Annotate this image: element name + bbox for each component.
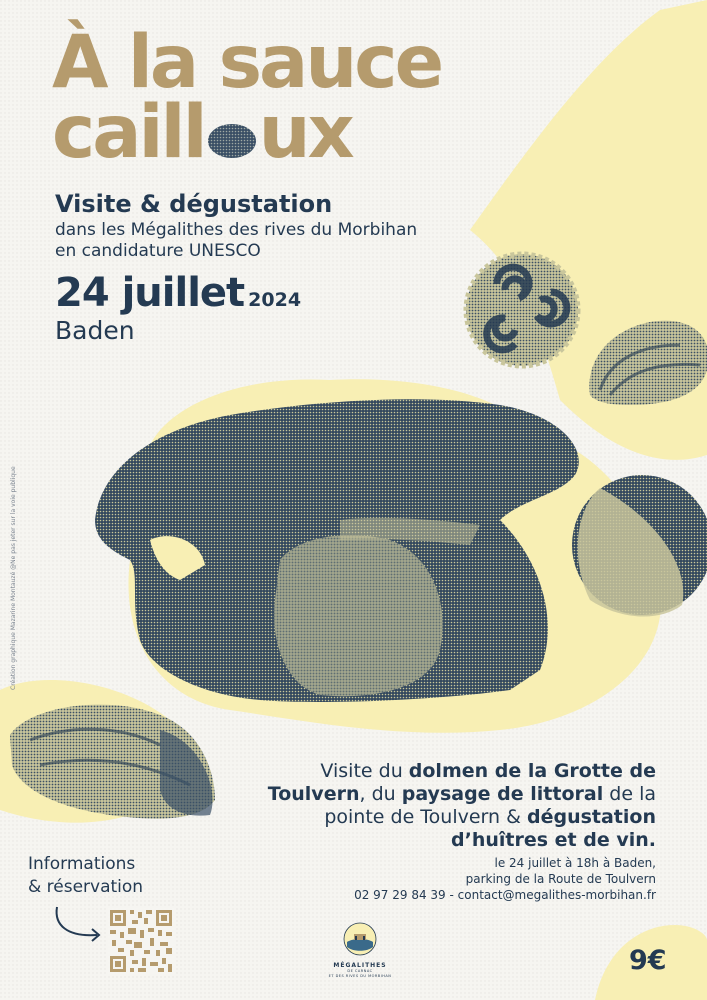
event-details <box>256 855 656 903</box>
desc-bold-2: paysage de littoral <box>401 783 604 805</box>
desc-text-2: , du <box>359 783 402 805</box>
details-line-3[interactable]: 02 97 29 84 39 - contact@megalithes-morbihan.fr <box>354 888 656 902</box>
logo-sub-1: DE CARNAC <box>347 969 373 973</box>
title-line-2 <box>52 90 522 175</box>
subtitle-bold: Visite & dégustation <box>55 190 333 218</box>
desc-text-1: Visite du <box>320 760 409 782</box>
title-line-2-end: ux <box>258 90 352 175</box>
triskel-stone-icon <box>466 254 578 366</box>
desc-text-3: de la pointe de Toulvern & <box>324 783 656 828</box>
title-line-1: À la sauce <box>52 20 442 105</box>
arrow-icon <box>52 905 112 945</box>
round-stone-icon <box>572 475 707 616</box>
logo-name: MÉGALITHES <box>333 962 387 969</box>
event-description <box>256 760 656 852</box>
info-reservation <box>28 853 143 899</box>
details-line-1: le 24 juillet à 18h à Baden, <box>494 856 656 870</box>
price-badge: 9€ <box>629 945 667 976</box>
pebble-icon <box>207 121 257 159</box>
subtitle-line-3: en candidature UNESCO <box>55 241 261 261</box>
event-date <box>55 270 301 316</box>
info-line-1: Informations <box>28 854 136 874</box>
page-title <box>52 20 522 175</box>
logo-sub-2: ET DES RIVES DU MORBIHAN <box>328 974 392 978</box>
details-line-2: parking de la Route de Toulvern <box>465 872 656 886</box>
date-year: 2024 <box>248 289 302 311</box>
credit-text: Création graphique Mazarine Montauzé @Ne pas jeter sur la voie publique <box>10 466 17 690</box>
desc-bold-1: dolmen de la Grotte de Toulvern <box>267 760 656 805</box>
date-main: 24 juillet <box>55 270 245 316</box>
logo-emblem-icon <box>343 922 377 956</box>
dolmen-illustration <box>95 399 579 702</box>
logo-icon <box>325 922 395 992</box>
qr-code-icon[interactable] <box>108 908 174 974</box>
subtitle-line-2: dans les Mégalithes des rives du Morbihan <box>55 220 418 240</box>
desc-bold-3: dégustation d’huîtres et de vin. <box>451 806 656 851</box>
title-line-2-start: caill <box>52 90 205 175</box>
info-line-2: & réservation <box>28 877 144 897</box>
event-place: Baden <box>55 316 135 345</box>
